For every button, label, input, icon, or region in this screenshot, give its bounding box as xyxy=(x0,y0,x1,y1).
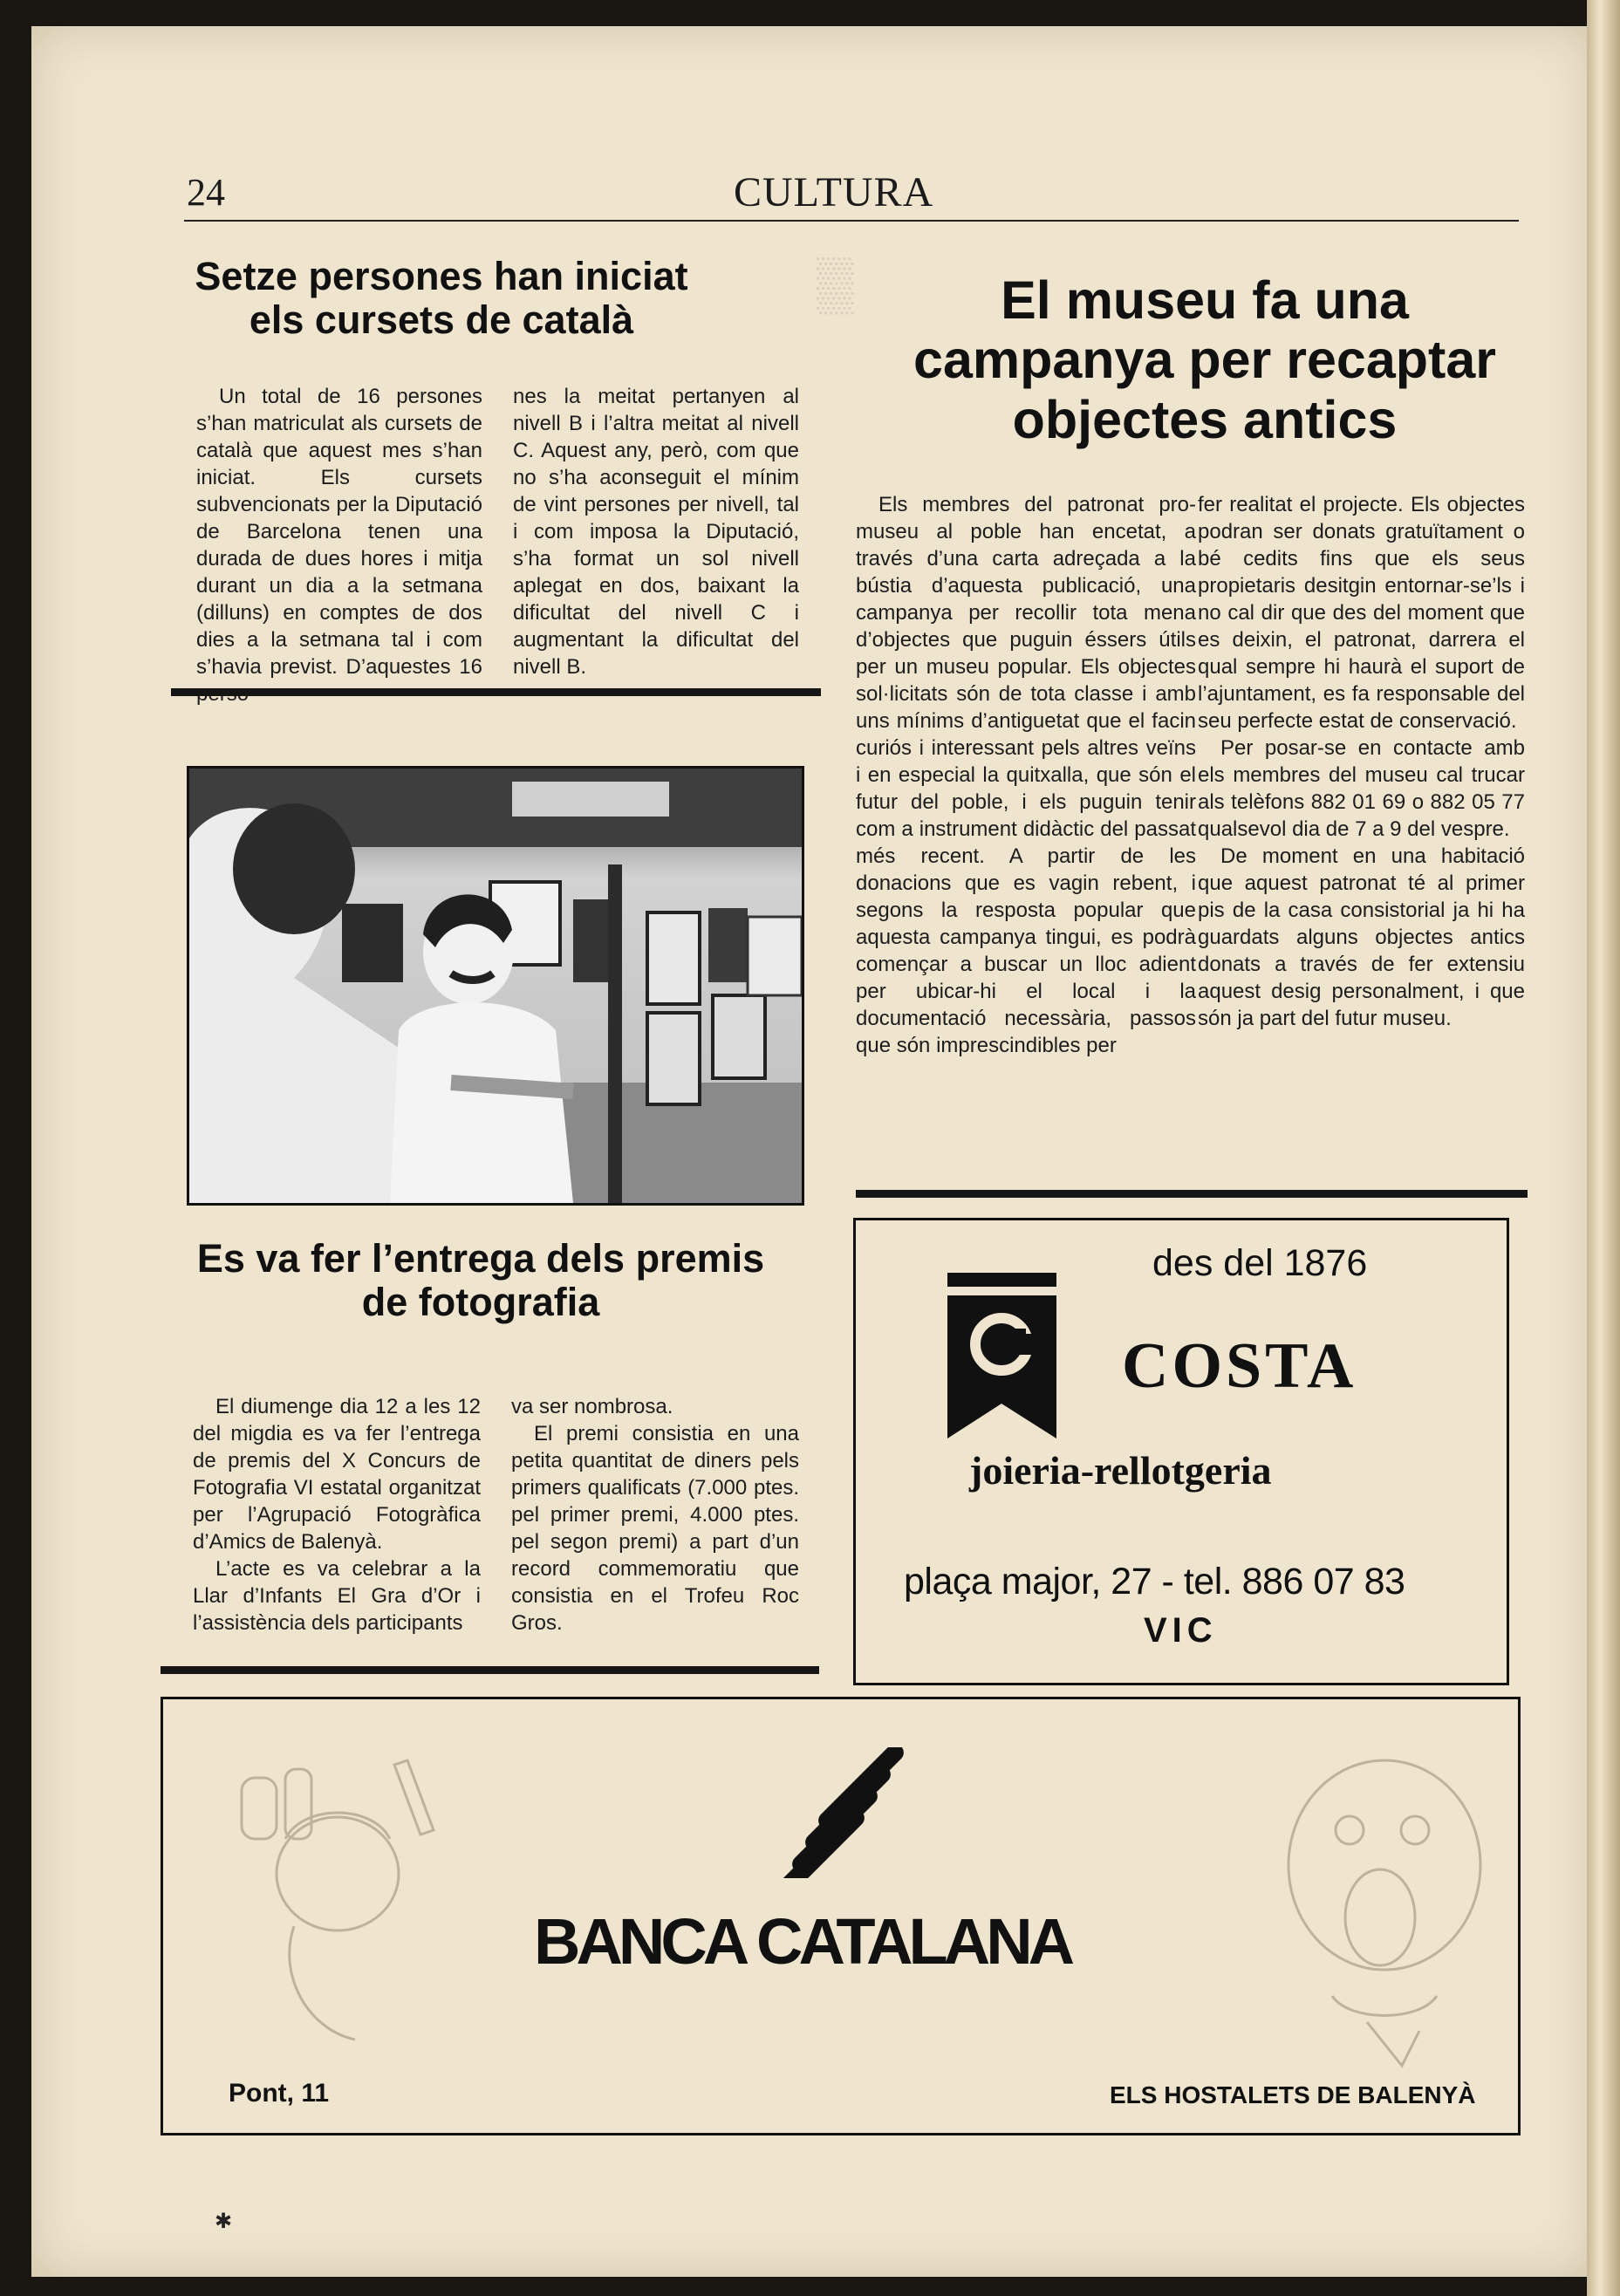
article1-column1 xyxy=(196,383,482,707)
banca-address-left: Pont, 11 xyxy=(229,2079,330,2108)
costa-advertisement xyxy=(853,1218,1509,1685)
cartoon-figure-left xyxy=(207,1752,468,2066)
article3-col1-p2: L’acte es va celebrar a la Llar d’Infants El Gra d’Or i l’assistència dels participants xyxy=(193,1557,481,1635)
page-spine xyxy=(1587,0,1620,2296)
article3-headline xyxy=(175,1237,786,1325)
article3-col1-p1: El diumenge dia 12 a les 12 del migdia es va fer l’entrega de premis del X Concurs de Fotografia VI estatal organitzat per l’Agrupació Fotogràfica d’Amics de Balenyà. xyxy=(193,1395,481,1554)
costa-tagline: joieria-rellotgeria xyxy=(969,1448,1272,1493)
costa-brand: COSTA xyxy=(1122,1330,1357,1402)
magazine-page xyxy=(31,26,1593,2277)
article3-col2-p2: El premi consistia en una petita quantitat de diners pels primers qualificats (7.000 ptes. pel primer premi, 4.000 ptes. pel segon premi) a part d’un record commemoratiu que consistia en el Trofeu Roc Gros. xyxy=(511,1422,799,1635)
article3-headline-line2: de fotografia xyxy=(361,1280,600,1325)
costa-address: plaça major, 27 - tel. 886 07 83 xyxy=(904,1561,1405,1602)
article2-headline-line2: campanya per recaptar xyxy=(913,330,1496,390)
article1-col1-text: Un total de 16 persones s’han matriculat als cursets de català que aquest mes s’han iniciat. Els cursets subvencionats per la Diputació de Barcelona tenen una durada de dues hores i mitja durant un dia a la setmana (dilluns) en comptes de dos dies a la setmana tal i com s’havia previst. D’aquestes 16 xyxy=(196,385,482,679)
article2-headline-line3: objectes antics xyxy=(1012,389,1398,449)
article2-col2-p2: Per posar-se en contacte amb els membres del museu cal trucar als telèfons 882 01 69 o 882 05 77 qualsevol dia de 7 a 9 del vespre. xyxy=(1198,736,1525,841)
article2-col2-p3: De moment en una habitació que aquest patronat té al primer pis de la casa consistorial ja hi ha guardats alguns objectes antics donats a través de fer extensiu aquest desig personalment, i que són ja part del futur museu. xyxy=(1198,844,1525,1030)
article1-column2 xyxy=(513,383,799,680)
article1-headline-line1: Setze persones han iniciat xyxy=(195,254,688,298)
museum-photo-image xyxy=(189,769,802,1203)
banca-address-right: ELS HOSTALETS DE BALENYÀ xyxy=(1110,2081,1476,2108)
article3-headline-line1: Es va fer l’entrega dels premis xyxy=(196,1236,765,1281)
article2-column2 xyxy=(1198,491,1525,1032)
article1-col2-text: nes la meitat pertanyen al nivell B i l’altra meitat al nivell C. Aquest any, però, com que no s’ha aconseguit el mínim de vint persones per nivell, tal i com imposa la Diputació, s’ha format un sol nivell aplegat en dos, baixant la dificultat del nivell C i augmentant la dificultat del nivell B. xyxy=(513,385,799,679)
costa-logo xyxy=(947,1273,1056,1443)
article3-column2 xyxy=(511,1393,799,1637)
cartoon-figure-right xyxy=(1271,1734,1507,2083)
article2-col2-p1: fer realitat el projecte. Els objectes podran ser donats gratuïtament o bé cedits fins que els seus propietaris desitgin entornar-se’ls i no cal dir que des del moment que es deixin, el patronat, darrera el qual sempre hi haurà el suport de l’ajuntament, es fa responsable del seu perfecte estat de conservació. xyxy=(1198,493,1525,733)
article2-column1 xyxy=(856,491,1196,1059)
article2-headline-line1: El museu fa una xyxy=(1001,270,1409,330)
banca-catalana-advertisement xyxy=(161,1697,1521,2135)
costa-logo-mark xyxy=(947,1273,1056,1438)
bleed-through-text: ▒ xyxy=(817,254,854,312)
article3-col2-p1: va ser nombrosa. xyxy=(511,1395,673,1418)
article2-col1-text: Els membres del patronat pro-museu al poble han encetat, a través d’una carta adreçada a la bústia d’aquesta publicació, una campanya per recollir tota mena d’objectes que puguin éssers útils per un museu popular. Els objectes sol·licitats són de tota classe i amb uns mínims d’antiguetat que el facin curiós i interessant pels altres veïns i en especial la quitxalla, que són el futur del poble, i els puguin tenir com a instrument didàctic del passat més recent. A partir de les donacions que es vagin rebent, i segons la resposta popular que aquesta campanya tingui, es podrà començar a buscar un lloc adient per ubicar-hi el local i la documentació necessària, passos que són imprescindibles per xyxy=(856,493,1196,1057)
museum-photo xyxy=(187,766,804,1206)
costa-since: des del 1876 xyxy=(1152,1242,1368,1284)
article3-divider xyxy=(161,1666,819,1674)
article1-headline xyxy=(188,255,694,343)
page-number: 24 xyxy=(187,171,225,214)
article2-divider xyxy=(856,1190,1528,1198)
article1-headline-line2: els cursets de català xyxy=(249,297,634,343)
costa-city: VIC xyxy=(1144,1611,1218,1650)
section-title: CULTURA xyxy=(734,169,934,215)
banca-catalana-brand: BANCA CATALANA xyxy=(534,1905,1071,1978)
banca-catalana-logo xyxy=(774,1747,913,1878)
article3-column1 xyxy=(193,1393,481,1637)
stray-mark: ✱ xyxy=(215,2210,233,2233)
article2-headline xyxy=(869,270,1541,449)
header-rule xyxy=(184,220,1519,222)
article1-divider xyxy=(171,688,821,696)
